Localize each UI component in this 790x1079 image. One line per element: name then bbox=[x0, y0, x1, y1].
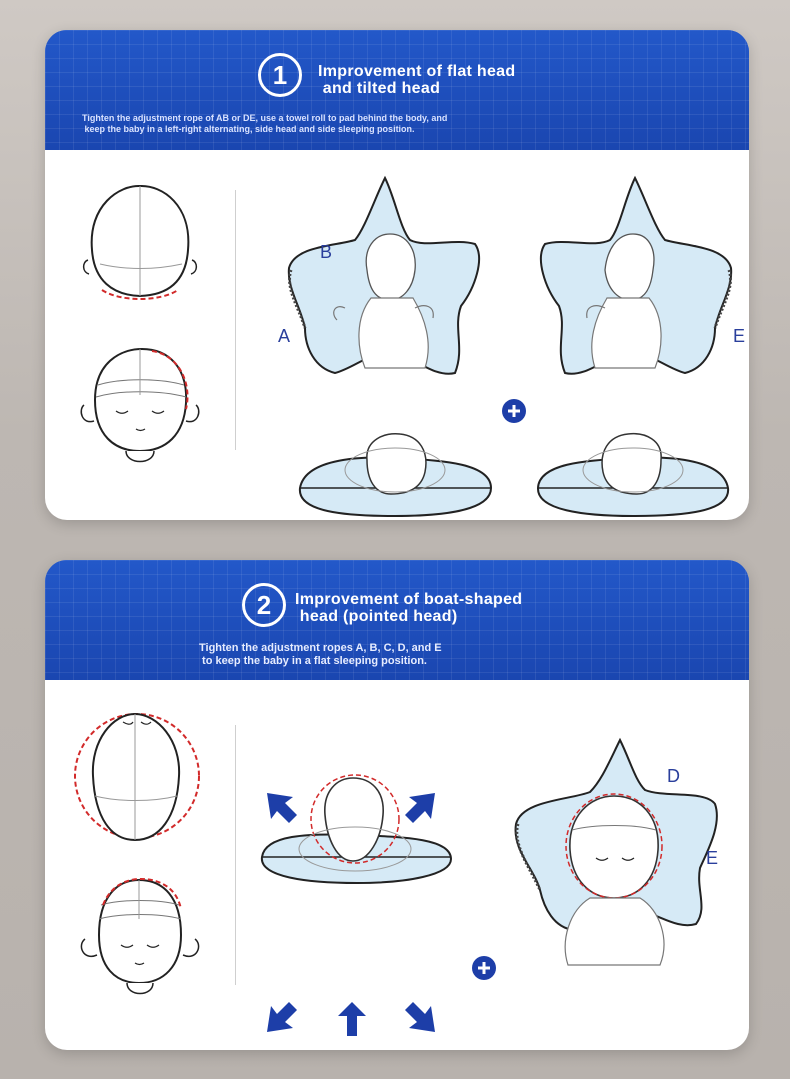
illustration-area bbox=[45, 680, 749, 1050]
section-description: Tighten the adjustment rope of AB or DE, use a towel roll to pad behind the body, and keep the baby in a left-right alternating, side head and side sleeping position. bbox=[82, 113, 448, 134]
label-a: A bbox=[278, 326, 291, 346]
card-boat-shaped-head bbox=[45, 560, 749, 1050]
section-title: Improvement of flat head and tilted head bbox=[318, 63, 516, 97]
star-pillow-de-illustration bbox=[535, 178, 745, 378]
side-view-right-illustration bbox=[533, 430, 733, 520]
pillow-labels bbox=[45, 680, 749, 1050]
card-header bbox=[45, 30, 749, 150]
section-title: Improvement of boat-shaped head (pointed head) bbox=[295, 591, 523, 625]
plus-icon bbox=[502, 399, 526, 423]
illustration-area bbox=[45, 150, 749, 520]
card-header bbox=[45, 560, 749, 680]
label-e: E bbox=[733, 326, 746, 346]
label-e: E bbox=[706, 848, 719, 868]
section-description: Tighten the adjustment ropes A, B, C, D, and E to keep the baby in a flat sleeping position. bbox=[199, 642, 442, 667]
card-flat-head bbox=[45, 30, 749, 520]
step-number-badge: 2 bbox=[242, 583, 286, 627]
label-d: D bbox=[667, 766, 680, 786]
label-b: B bbox=[320, 242, 333, 262]
side-view-left-illustration bbox=[295, 430, 495, 520]
step-number-badge: 1 bbox=[258, 53, 302, 97]
